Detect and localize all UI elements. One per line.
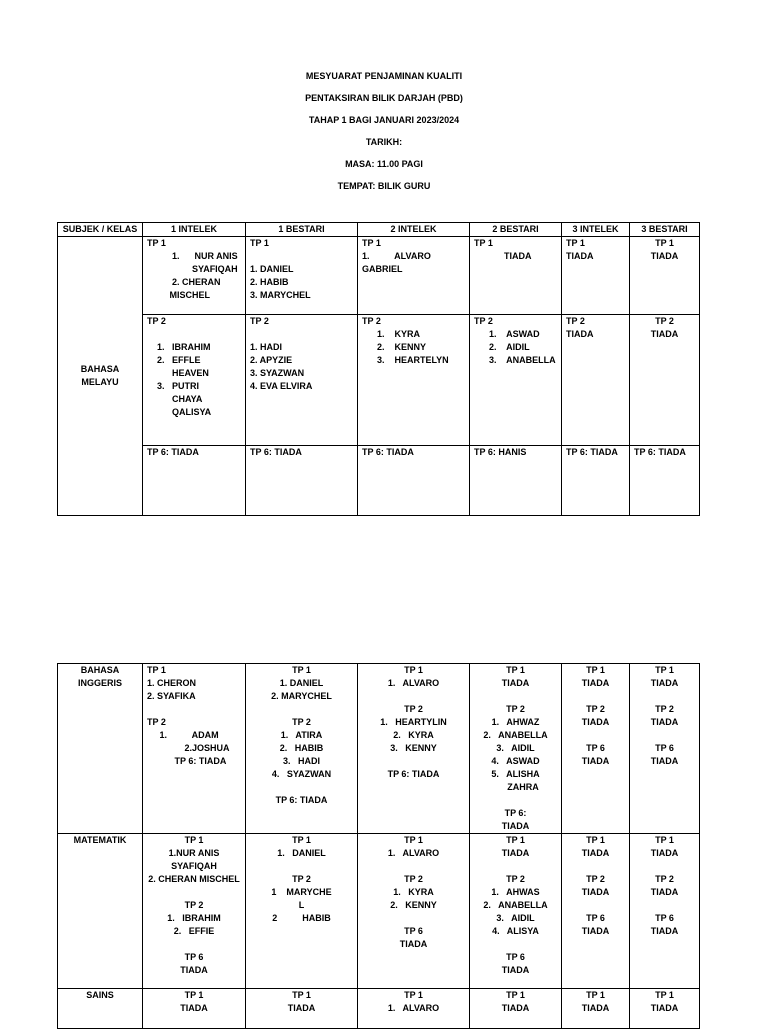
pbd-table-other-subjects — [57, 663, 700, 1029]
header-cell: 3 BESTARI — [630, 223, 700, 237]
subject-cell: BAHASA INGGERIS — [58, 664, 143, 834]
table-cell: TP 1 1. DANIEL 2. HABIB 3. MARYCHEL — [246, 237, 358, 315]
subject-cell: SAINS — [58, 989, 143, 1029]
table-cell: TP 1 TIADA TP 2 1. AHWAS 2. ANABELLA 3. AIDIL 4. ALISYA TP 6 TIADA — [470, 834, 562, 989]
table-cell: TP 1 1. ALVARO GABRIEL — [358, 237, 470, 315]
header-cell: 3 INTELEK — [562, 223, 630, 237]
period-title: TAHAP 1 BAGI JANUARI 2023/2024 — [308, 115, 460, 125]
table-cell: TP 1 TIADA — [470, 989, 562, 1029]
table-cell: TP 6: HANIS — [470, 446, 562, 516]
header-cell: 1 BESTARI — [246, 223, 358, 237]
table-cell: TP 2 1. HADI 2. APYZIE 3. SYAZWAN 4. EVA ELVIRA — [246, 315, 358, 446]
table-cell: TP 1 TIADA TP 2 1. AHWAZ 2. ANABELLA 3. AIDIL 4. ASWAD 5. ALISHA ZAHRA TP 6: TIADA — [470, 664, 562, 834]
header-cell: SUBJEK / KELAS — [58, 223, 143, 237]
subject-cell: MATEMATIK — [58, 834, 143, 989]
time-line: MASA: 11.00 PAGI — [345, 159, 423, 169]
table-cell: TP 1 1.NUR ANIS SYAFIQAH 2. CHERAN MISCHEL TP 2 1. IBRAHIM 2. EFFIE TP 6 TIADA — [143, 834, 246, 989]
table-cell: TP 2 1. IBRAHIM 2. EFFLE HEAVEN 3. PUTRI CHAYA QALISYA — [143, 315, 246, 446]
table-row — [58, 834, 700, 989]
table-cell: TP 1 TIADA — [562, 989, 630, 1029]
table-cell: TP 1 1. NUR ANIS SYAFIQAH 2. CHERAN MISCHEL — [143, 237, 246, 315]
table-cell: TP 1 TIADA TP 2 TIADA TP 6 TIADA — [562, 834, 630, 989]
table-cell: TP 6: TIADA — [358, 446, 470, 516]
date-line: TARIKH: — [365, 137, 403, 147]
meeting-title: MESYUARAT PENJAMINAN KUALITI — [305, 71, 463, 81]
table-cell: TP 1 TIADA — [246, 989, 358, 1029]
table-cell: TP 1 1. ALVARO — [358, 989, 470, 1029]
table-row — [58, 446, 700, 516]
header-cell: 2 INTELEK — [358, 223, 470, 237]
table-cell: TP 1 1. ALVARO TP 2 1. KYRA 2. KENNY TP 6 TIADA — [358, 834, 470, 989]
table-cell: TP 2 1. ASWAD 2. AIDIL 3. ANABELLA — [470, 315, 562, 446]
table-cell: TP 1 TIADA TP 2 TIADA TP 6 TIADA — [630, 834, 700, 989]
table-cell: TP 1 TIADA — [143, 989, 246, 1029]
table-cell: TP 1 1. DANIEL TP 2 1 MARYCHE L 2 HABIB — [246, 834, 358, 989]
table-cell: TP 1 TIADA — [630, 989, 700, 1029]
table-row — [58, 237, 700, 315]
header-cell: 1 INTELEK — [143, 223, 246, 237]
table-cell: TP 1 TIADA — [470, 237, 562, 315]
subject-cell: BAHASA MELAYU — [58, 237, 143, 516]
table-row — [58, 664, 700, 834]
table-row — [58, 989, 700, 1029]
table-cell: TP 6: TIADA — [246, 446, 358, 516]
venue-line: TEMPAT: BILIK GURU — [337, 181, 431, 191]
header-row — [58, 223, 700, 237]
table-cell: TP 1 1. ALVARO TP 2 1. HEARTYLIN 2. KYRA 3. KENNY TP 6: TIADA — [358, 664, 470, 834]
header-cell: 2 BESTARI — [470, 223, 562, 237]
table-cell: TP 1 TIADA TP 2 TIADA TP 6 TIADA — [630, 664, 700, 834]
table-cell: TP 6: TIADA — [630, 446, 700, 516]
table-cell: TP 2 TIADA — [630, 315, 700, 446]
table-cell: TP 2 1. KYRA 2. KENNY 3. HEARTELYN — [358, 315, 470, 446]
table-cell: TP 2 TIADA — [562, 315, 630, 446]
pbd-table-bahasa-melayu — [57, 222, 700, 516]
table-cell: TP 6: TIADA — [143, 446, 246, 516]
table-cell: TP 1 1. CHERON 2. SYAFIKA TP 2 1. ADAM 2.JOSHUA TP 6: TIADA — [143, 664, 246, 834]
table-cell: TP 6: TIADA — [562, 446, 630, 516]
table-row — [58, 315, 700, 446]
assessment-title: PENTAKSIRAN BILIK DARJAH (PBD) — [305, 93, 463, 103]
table-cell: TP 1 TIADA — [630, 237, 700, 315]
table-cell: TP 1 TIADA TP 2 TIADA TP 6 TIADA — [562, 664, 630, 834]
table-cell: TP 1 1. DANIEL 2. MARYCHEL TP 2 1. ATIRA 2. HABIB 3. HADI 4. SYAZWAN TP 6: TIADA — [246, 664, 358, 834]
table-cell: TP 1 TIADA — [562, 237, 630, 315]
